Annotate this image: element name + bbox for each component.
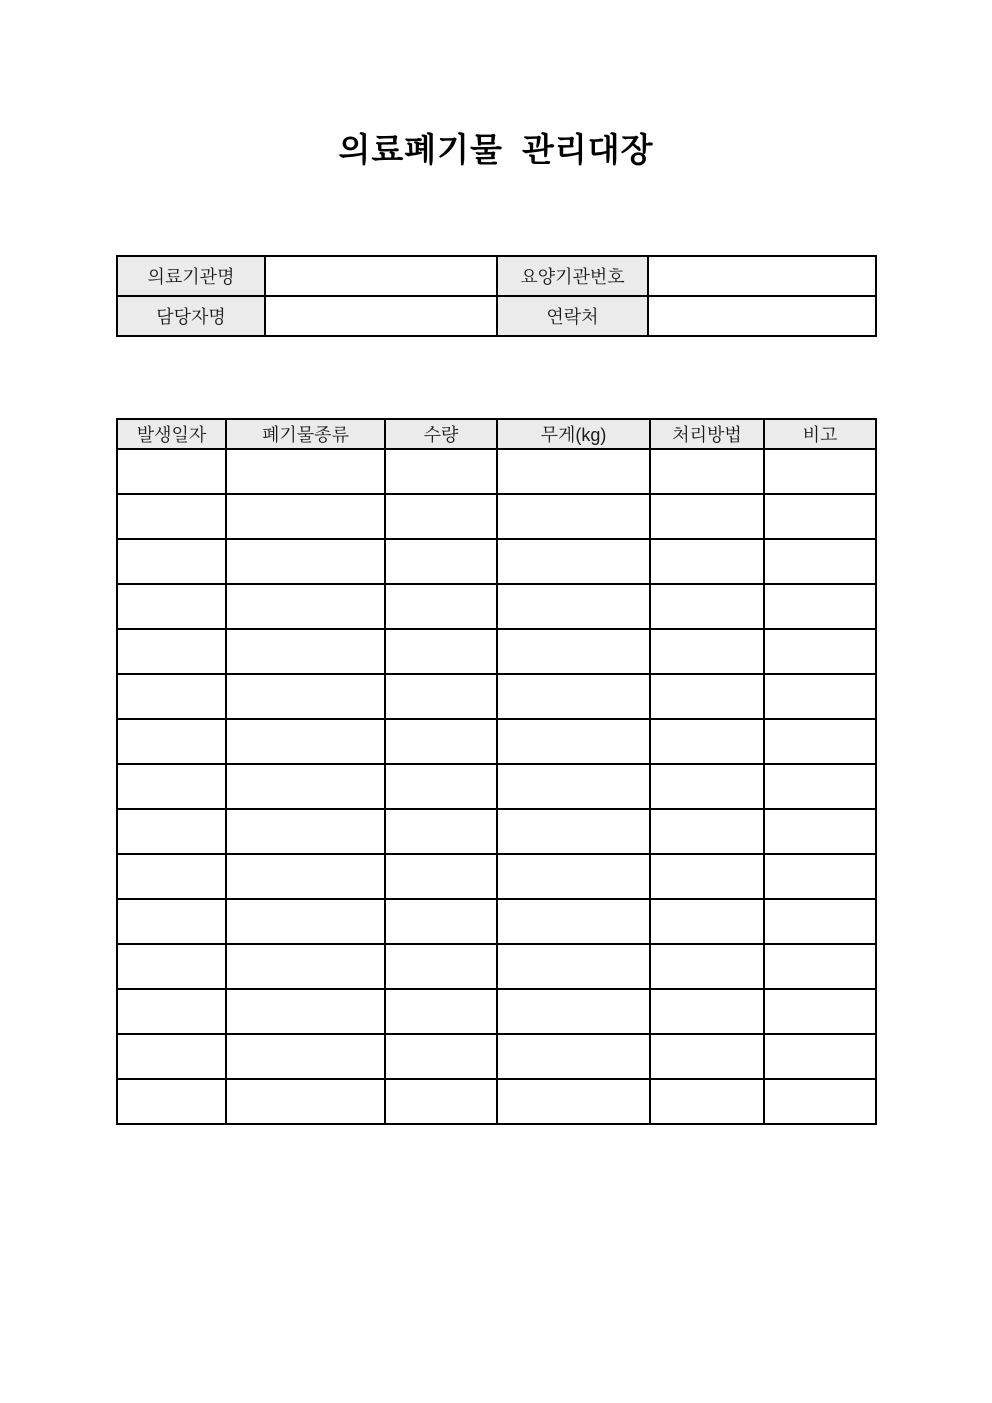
log-table-cell[interactable] — [650, 944, 764, 989]
log-table-cell[interactable] — [650, 989, 764, 1034]
log-table-cell[interactable] — [497, 1079, 650, 1124]
log-table-cell[interactable] — [764, 764, 876, 809]
log-table-cell[interactable] — [497, 1034, 650, 1079]
log-table-cell[interactable] — [226, 1079, 385, 1124]
log-table-cell[interactable] — [497, 944, 650, 989]
log-table-cell[interactable] — [385, 719, 497, 764]
log-table-empty-row — [117, 674, 876, 719]
log-table-cell[interactable] — [117, 674, 226, 719]
log-header-treatment-method: 처리방법 — [650, 419, 764, 449]
log-table-empty-row — [117, 899, 876, 944]
log-table-cell[interactable] — [497, 854, 650, 899]
log-table-empty-row — [117, 539, 876, 584]
log-table-cell[interactable] — [385, 494, 497, 539]
log-table-cell[interactable] — [117, 719, 226, 764]
log-table-cell[interactable] — [117, 629, 226, 674]
log-table-cell[interactable] — [117, 809, 226, 854]
log-table-cell[interactable] — [226, 989, 385, 1034]
log-table-cell[interactable] — [497, 449, 650, 494]
log-table-cell[interactable] — [650, 1034, 764, 1079]
info-value-care-institution-number[interactable] — [648, 256, 876, 296]
log-table-cell[interactable] — [226, 764, 385, 809]
log-table-empty-row — [117, 1079, 876, 1124]
log-table-cell[interactable] — [650, 584, 764, 629]
log-table-cell[interactable] — [385, 1034, 497, 1079]
log-header-remarks: 비고 — [764, 419, 876, 449]
log-table-cell[interactable] — [226, 899, 385, 944]
log-table-cell[interactable] — [117, 584, 226, 629]
log-table-cell[interactable] — [764, 584, 876, 629]
log-table-cell[interactable] — [650, 809, 764, 854]
log-table-cell[interactable] — [117, 494, 226, 539]
log-table-cell[interactable] — [226, 584, 385, 629]
log-table-cell[interactable] — [650, 764, 764, 809]
log-header-occurrence-date: 발생일자 — [117, 419, 226, 449]
log-table-empty-row — [117, 764, 876, 809]
info-table — [116, 255, 877, 337]
log-header-row — [117, 419, 876, 449]
log-table-cell[interactable] — [764, 1079, 876, 1124]
info-label-manager-name: 담당자명 — [117, 296, 265, 336]
log-table-cell[interactable] — [497, 764, 650, 809]
log-table-cell[interactable] — [385, 764, 497, 809]
log-table-empty-row — [117, 809, 876, 854]
log-table-cell[interactable] — [117, 1034, 226, 1079]
log-table-cell[interactable] — [764, 989, 876, 1034]
log-table-cell[interactable] — [764, 449, 876, 494]
log-table-cell[interactable] — [226, 809, 385, 854]
log-table-empty-row — [117, 1034, 876, 1079]
log-table-cell[interactable] — [650, 494, 764, 539]
info-label-contact: 연락처 — [497, 296, 648, 336]
log-table-empty-row — [117, 944, 876, 989]
log-table-cell[interactable] — [385, 854, 497, 899]
log-table-cell[interactable] — [650, 539, 764, 584]
log-table-body — [117, 449, 876, 1124]
log-table-cell[interactable] — [385, 989, 497, 1034]
log-table-cell[interactable] — [385, 584, 497, 629]
log-table-cell[interactable] — [226, 854, 385, 899]
log-table-cell[interactable] — [764, 539, 876, 584]
log-table-cell[interactable] — [117, 1079, 226, 1124]
log-table-empty-row — [117, 719, 876, 764]
log-table-cell[interactable] — [117, 944, 226, 989]
log-table-cell[interactable] — [497, 629, 650, 674]
log-table-cell[interactable] — [650, 449, 764, 494]
log-table-cell[interactable] — [117, 539, 226, 584]
log-table-empty-row — [117, 584, 876, 629]
info-row-1 — [117, 256, 876, 296]
log-table-cell[interactable] — [764, 944, 876, 989]
log-table-cell[interactable] — [764, 854, 876, 899]
log-table-cell[interactable] — [497, 899, 650, 944]
log-table-cell[interactable] — [497, 809, 650, 854]
log-table-cell[interactable] — [385, 944, 497, 989]
log-table-cell[interactable] — [385, 539, 497, 584]
log-table-cell[interactable] — [385, 629, 497, 674]
info-row-2 — [117, 296, 876, 336]
log-table-cell[interactable] — [385, 809, 497, 854]
log-table-cell[interactable] — [226, 494, 385, 539]
info-label-care-institution-number: 요양기관번호 — [497, 256, 648, 296]
log-table-cell[interactable] — [497, 539, 650, 584]
log-header-quantity: 수량 — [385, 419, 497, 449]
log-table-cell[interactable] — [764, 494, 876, 539]
log-table-cell[interactable] — [385, 1079, 497, 1124]
log-table-cell[interactable] — [650, 1079, 764, 1124]
log-table-cell[interactable] — [650, 854, 764, 899]
log-table-cell[interactable] — [764, 899, 876, 944]
log-table-empty-row — [117, 629, 876, 674]
log-table-cell[interactable] — [764, 1034, 876, 1079]
log-header-waste-type: 폐기물종류 — [226, 419, 385, 449]
log-table-cell[interactable] — [117, 989, 226, 1034]
log-table-cell[interactable] — [385, 449, 497, 494]
log-table-cell[interactable] — [117, 899, 226, 944]
log-table-cell[interactable] — [226, 629, 385, 674]
log-table-cell[interactable] — [117, 449, 226, 494]
log-table-cell[interactable] — [650, 629, 764, 674]
log-table-empty-row — [117, 449, 876, 494]
log-table-cell[interactable] — [650, 674, 764, 719]
log-table-cell[interactable] — [226, 944, 385, 989]
log-table-cell[interactable] — [226, 674, 385, 719]
log-table-cell[interactable] — [117, 764, 226, 809]
log-header-weight-kg: 무게(kg) — [497, 419, 650, 449]
log-table-cell[interactable] — [497, 494, 650, 539]
info-value-contact[interactable] — [648, 296, 876, 336]
log-table-cell[interactable] — [226, 539, 385, 584]
info-label-medical-institution-name: 의료기관명 — [117, 256, 265, 296]
log-table-cell[interactable] — [497, 674, 650, 719]
log-table-cell[interactable] — [764, 809, 876, 854]
log-table-cell[interactable] — [385, 899, 497, 944]
log-table-cell[interactable] — [117, 854, 226, 899]
log-table-cell[interactable] — [226, 719, 385, 764]
log-table-cell[interactable] — [764, 674, 876, 719]
log-table-empty-row — [117, 989, 876, 1034]
log-table-empty-row — [117, 854, 876, 899]
log-table-cell[interactable] — [385, 674, 497, 719]
log-table-cell[interactable] — [226, 449, 385, 494]
log-table-cell[interactable] — [497, 584, 650, 629]
log-table-cell[interactable] — [650, 899, 764, 944]
log-table-cell[interactable] — [497, 989, 650, 1034]
log-table-cell[interactable] — [497, 719, 650, 764]
log-table-cell[interactable] — [764, 719, 876, 764]
log-table-cell[interactable] — [226, 1034, 385, 1079]
info-value-manager-name[interactable] — [265, 296, 497, 336]
page-title: 의료폐기물 관리대장 — [338, 131, 654, 168]
info-value-medical-institution-name[interactable] — [265, 256, 497, 296]
log-table-cell[interactable] — [650, 719, 764, 764]
log-table-empty-row — [117, 494, 876, 539]
waste-log-table — [116, 418, 877, 1125]
log-table-cell[interactable] — [764, 629, 876, 674]
